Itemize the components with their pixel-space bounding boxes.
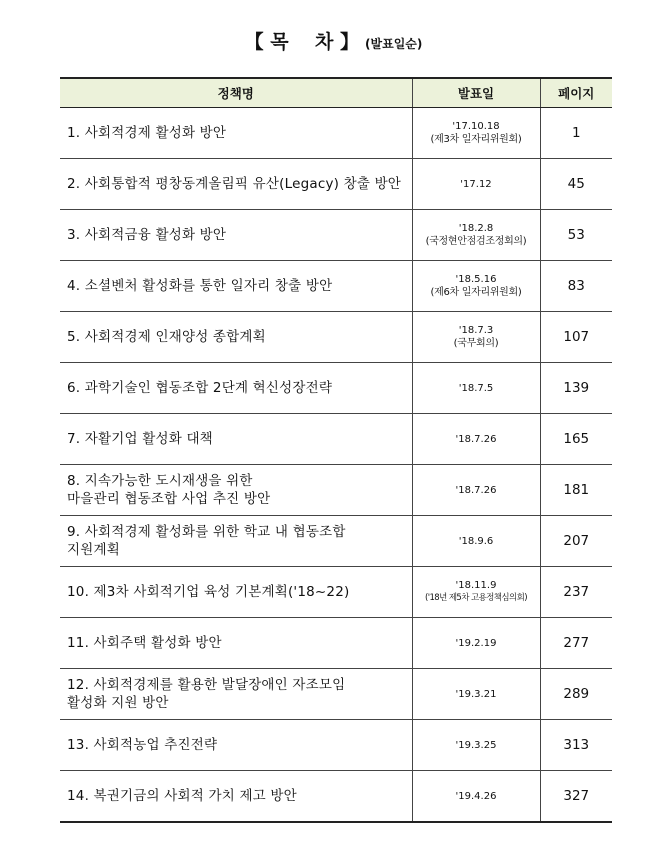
date-cell — [412, 210, 540, 261]
announce-date: '19.2.19 — [455, 637, 497, 649]
title-main: 【 목 차 】 — [244, 31, 360, 53]
announce-date: '18.9.6 — [458, 535, 494, 547]
title-subtitle: (발표일순) — [365, 37, 423, 51]
announce-venue: (제6차 일자리위원회) — [430, 287, 522, 298]
table-row — [60, 618, 612, 669]
announce-date: '18.7.26 — [455, 433, 497, 445]
announce-date: '17.12 — [460, 178, 492, 190]
page-number-cell: 53 — [540, 210, 612, 261]
policy-name-cell: 6. 과학기술인 협동조합 2단계 혁신성장전략 — [60, 363, 412, 414]
date-cell — [412, 771, 540, 823]
announce-date: '19.3.21 — [455, 688, 497, 700]
date-cell — [412, 261, 540, 312]
page-number-cell: 237 — [540, 567, 612, 618]
announce-date: '18.5.16 — [455, 274, 497, 285]
announce-date: '19.4.26 — [455, 790, 497, 802]
policy-name-cell: 13. 사회적농업 추진전략 — [60, 720, 412, 771]
page-number-cell: 327 — [540, 771, 612, 823]
policy-name-cell: 10. 제3차 사회적기업 육성 기본계획('18~22) — [60, 567, 412, 618]
date-cell — [412, 414, 540, 465]
policy-name-cell: 3. 사회적금융 활성화 방안 — [60, 210, 412, 261]
page-number-cell: 45 — [540, 159, 612, 210]
table-row — [60, 516, 612, 567]
page-number-cell: 313 — [540, 720, 612, 771]
page-number-cell: 181 — [540, 465, 612, 516]
announce-date: '18.7.26 — [455, 484, 497, 496]
page-number-cell: 139 — [540, 363, 612, 414]
page-number-cell: 207 — [540, 516, 612, 567]
policy-name-cell: 4. 소셜벤처 활성화를 통한 일자리 창출 방안 — [60, 261, 412, 312]
table-row — [60, 771, 612, 823]
announce-date: '18.7.3 — [458, 325, 494, 336]
table-row — [60, 159, 612, 210]
date-cell — [412, 312, 540, 363]
table-row — [60, 108, 612, 159]
page-number-cell: 289 — [540, 669, 612, 720]
policy-name-cell: 1. 사회적경제 활성화 방안 — [60, 108, 412, 159]
table-row — [60, 312, 612, 363]
announce-date: '19.3.25 — [455, 739, 497, 751]
table-row — [60, 261, 612, 312]
date-cell — [412, 159, 540, 210]
date-cell — [412, 465, 540, 516]
announce-venue: (제3차 일자리위원회) — [430, 134, 522, 145]
announce-venue: ('18년 제5차 고용정책심의회) — [425, 593, 527, 603]
header-policy-name: 정책명 — [60, 78, 412, 108]
date-cell — [412, 516, 540, 567]
policy-name-cell: 9. 사회적경제 활성화를 위한 학교 내 협동조합 지원계획 — [60, 516, 412, 567]
date-cell — [412, 618, 540, 669]
announce-date: '18.2.8 — [458, 223, 494, 234]
announce-date: '18.11.9 — [455, 580, 497, 591]
page-number-cell: 1 — [540, 108, 612, 159]
date-cell — [412, 363, 540, 414]
policy-name-cell: 11. 사회주택 활성화 방안 — [60, 618, 412, 669]
policy-name-cell: 2. 사회통합적 평창동계올림픽 유산(Legacy) 창출 방안 — [60, 159, 412, 210]
date-cell — [412, 720, 540, 771]
toc-table — [60, 77, 612, 823]
header-date: 발표일 — [412, 78, 540, 108]
policy-name-cell: 12. 사회적경제를 활용한 발달장애인 자조모임 활성화 지원 방안 — [60, 669, 412, 720]
table-row — [60, 210, 612, 261]
table-row — [60, 363, 612, 414]
policy-name-cell: 5. 사회적경제 인재양성 종합계획 — [60, 312, 412, 363]
policy-name-cell: 14. 복권기금의 사회적 가치 제고 방안 — [60, 771, 412, 823]
date-cell — [412, 669, 540, 720]
table-row — [60, 465, 612, 516]
table-row — [60, 567, 612, 618]
policy-name-cell: 7. 자활기업 활성화 대책 — [60, 414, 412, 465]
announce-venue: (국정현안점검조정회의) — [425, 236, 527, 247]
header-page: 페이지 — [540, 78, 612, 108]
page-number-cell: 83 — [540, 261, 612, 312]
announce-venue: (국무회의) — [453, 338, 499, 349]
table-row — [60, 669, 612, 720]
page-number-cell: 107 — [540, 312, 612, 363]
page-number-cell: 277 — [540, 618, 612, 669]
document-title — [0, 30, 667, 56]
date-cell — [412, 108, 540, 159]
header-row — [60, 78, 612, 108]
announce-date: '18.7.5 — [458, 382, 494, 394]
table-row — [60, 720, 612, 771]
table-row — [60, 414, 612, 465]
announce-date: '17.10.18 — [452, 121, 500, 132]
date-cell — [412, 567, 540, 618]
policy-name-cell: 8. 지속가능한 도시재생을 위한 마을관리 협동조합 사업 추진 방안 — [60, 465, 412, 516]
page-number-cell: 165 — [540, 414, 612, 465]
